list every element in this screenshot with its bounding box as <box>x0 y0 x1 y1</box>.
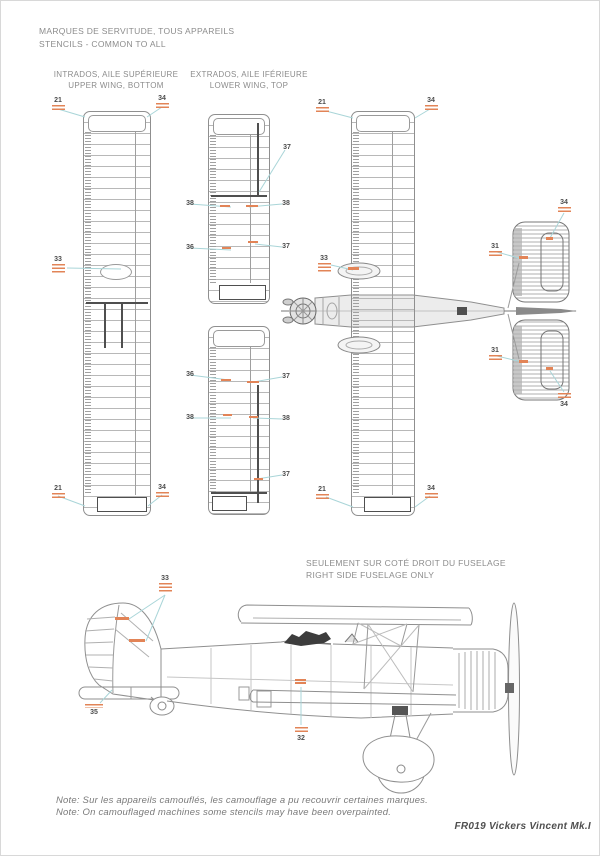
callout-number: 33 <box>161 575 169 582</box>
stencil-mark <box>156 103 169 110</box>
callout-38 <box>275 200 297 207</box>
callout-number: 21 <box>318 99 326 106</box>
callout-38 <box>179 200 201 207</box>
callout-34 <box>420 485 442 500</box>
note-fr: Note: Sur les appareils camouflés, les camouflage a pu recouvrir certaines marques. <box>56 795 428 806</box>
stencil-mark <box>52 105 65 112</box>
callout-number: 37 <box>282 373 290 380</box>
callout-number: 21 <box>54 97 62 104</box>
stencil-mark <box>489 251 502 258</box>
callout-number: 34 <box>158 484 166 491</box>
stencil-mark <box>295 727 308 734</box>
sheet-title-en: STENCILS - COMMON TO ALL <box>39 39 166 49</box>
kit-number-and-aircraft: FR019 Vickers Vincent Mk.I <box>454 821 591 832</box>
callout-number: 38 <box>186 414 194 421</box>
stencil-mark <box>316 107 329 114</box>
upper-wing-label-en: UPPER WING, BOTTOM <box>68 81 164 90</box>
stencil-mark <box>558 393 571 400</box>
callout-21 <box>47 485 69 500</box>
stencil-mark <box>159 583 172 593</box>
callout-34 <box>151 95 173 110</box>
callout-33 <box>154 575 176 593</box>
callout-36 <box>179 244 201 251</box>
callout-number: 31 <box>491 347 499 354</box>
footer-kit-label <box>341 821 591 832</box>
stencil-mark <box>558 207 571 214</box>
callout-21 <box>311 99 333 114</box>
fuselage-section-header <box>306 557 586 581</box>
callout-number: 36 <box>186 371 194 378</box>
callout-number: 34 <box>427 97 435 104</box>
stencil-mark <box>425 493 438 500</box>
leader-lines <box>58 107 564 725</box>
callout-21 <box>47 97 69 112</box>
wheel-spats-top-view <box>338 263 380 353</box>
callout-38 <box>179 414 201 421</box>
stencil-mark <box>425 105 438 112</box>
callout-34 <box>553 199 575 214</box>
callout-number: 33 <box>320 255 328 262</box>
callout-38 <box>275 415 297 422</box>
fuselage-label-en: RIGHT SIDE FUSELAGE ONLY <box>306 570 435 580</box>
stencil-mark <box>52 493 65 500</box>
note-en: Note: On camouflaged machines some stencils may have been overpainted. <box>56 807 392 818</box>
callout-34 <box>553 393 575 408</box>
callout-number: 21 <box>54 485 62 492</box>
callout-number: 36 <box>186 244 194 251</box>
upper-wing-label-fr: INTRADOS, AILE SUPÉRIEURE <box>53 70 179 79</box>
callout-37 <box>276 144 298 151</box>
callout-37 <box>275 243 297 250</box>
callout-number: 35 <box>90 709 98 716</box>
callout-number: 34 <box>427 485 435 492</box>
fuselage-label-fr: SEULEMENT SUR COTÉ DROIT DU FUSELAGE <box>306 558 506 568</box>
lower-wing-label-fr: EXTRADOS, AILE IFÉRIEURE <box>190 70 308 79</box>
stencil-mark <box>316 494 329 501</box>
callout-31 <box>484 243 506 258</box>
callout-34 <box>151 484 173 499</box>
callout-number: 34 <box>560 199 568 206</box>
callout-37 <box>275 373 297 380</box>
callout-number: 38 <box>186 200 194 207</box>
column-header-lower-wing <box>174 69 324 91</box>
sheet-title <box>39 25 234 51</box>
callout-34 <box>420 97 442 112</box>
callout-31 <box>484 347 506 362</box>
stencil-mark <box>85 704 103 708</box>
callout-32 <box>290 727 312 742</box>
callout-36 <box>179 371 201 378</box>
callout-number: 37 <box>283 144 291 151</box>
callout-33 <box>313 255 335 273</box>
callout-number: 37 <box>282 243 290 250</box>
column-header-upper-wing <box>41 69 191 91</box>
callout-number: 32 <box>297 735 305 742</box>
callout-33 <box>47 256 69 274</box>
callout-number: 33 <box>54 256 62 263</box>
callout-number: 38 <box>282 415 290 422</box>
callout-number: 38 <box>282 200 290 207</box>
lower-wing-label-en: LOWER WING, TOP <box>209 81 289 90</box>
callout-21 <box>311 486 333 501</box>
stencil-mark <box>318 263 331 273</box>
callout-37 <box>275 471 297 478</box>
stencil-mark <box>156 492 169 499</box>
callout-number: 34 <box>158 95 166 102</box>
stencil-decal-marks <box>115 205 553 684</box>
stencil-mark <box>52 264 65 274</box>
callout-number: 34 <box>560 401 568 408</box>
stencil-mark <box>489 355 502 362</box>
camouflage-notes <box>56 795 576 819</box>
callout-number: 21 <box>318 486 326 493</box>
callout-number: 31 <box>491 243 499 250</box>
callout-35 <box>83 704 105 716</box>
callout-number: 37 <box>282 471 290 478</box>
sheet-title-fr: MARQUES DE SERVITUDE, TOUS APPAREILS <box>39 26 235 36</box>
